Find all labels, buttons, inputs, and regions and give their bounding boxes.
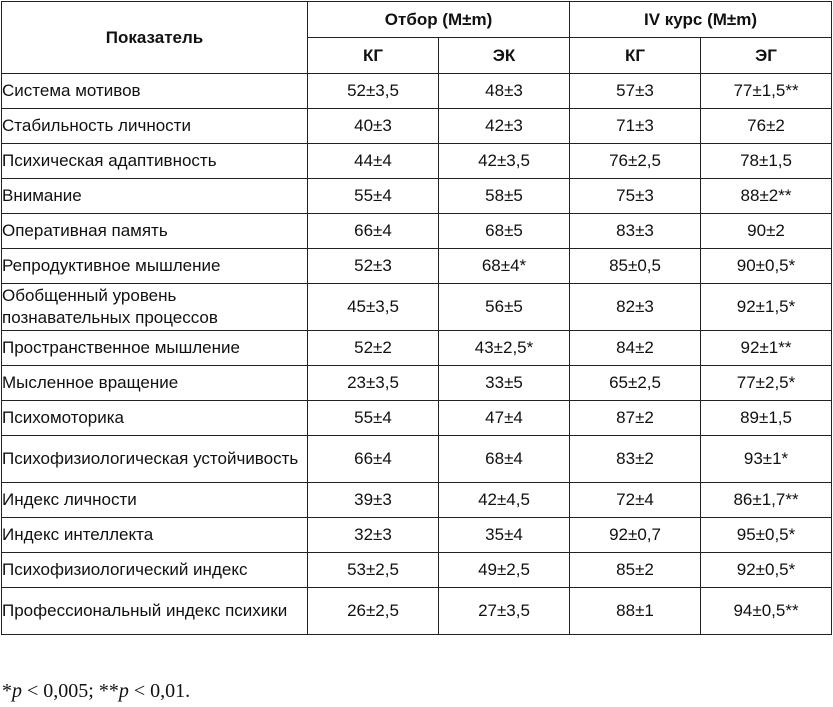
cell-ek: 42±3	[439, 109, 570, 144]
cell-kg-selection: 52±3	[308, 249, 439, 284]
cell-kg-course: 71±3	[570, 109, 701, 144]
cell-eg: 92±1,5*	[701, 284, 832, 331]
row-label: Профессиональный индекс психики	[2, 588, 308, 635]
footnote-p-symbol: p	[118, 680, 129, 702]
cell-eg: 89±1,5	[701, 401, 832, 436]
cell-ek: 42±4,5	[439, 483, 570, 518]
cell-kg-selection: 40±3	[308, 109, 439, 144]
cell-kg-course: 83±2	[570, 436, 701, 483]
row-label: Психофизиологическая устойчивость	[2, 436, 308, 483]
row-label: Система мотивов	[2, 74, 308, 109]
cell-ek: 47±4	[439, 401, 570, 436]
cell-kg-selection: 26±2,5	[308, 588, 439, 635]
table-row	[2, 74, 832, 109]
subheader-kg-selection: КГ	[308, 38, 439, 74]
subheader-eg: ЭГ	[701, 38, 832, 74]
cell-kg-selection: 32±3	[308, 518, 439, 553]
cell-kg-course: 83±3	[570, 214, 701, 249]
table-row	[2, 483, 832, 518]
cell-eg: 92±1**	[701, 331, 832, 366]
row-label: Психомоторика	[2, 401, 308, 436]
row-label: Пространственное мышление	[2, 331, 308, 366]
table-row	[2, 518, 832, 553]
table-row	[2, 179, 832, 214]
cell-kg-selection: 44±4	[308, 144, 439, 179]
cell-eg: 90±2	[701, 214, 832, 249]
table-row	[2, 588, 832, 635]
cell-kg-course: 85±0,5	[570, 249, 701, 284]
cell-ek: 68±4*	[439, 249, 570, 284]
cell-kg-course: 75±3	[570, 179, 701, 214]
cell-ek: 49±2,5	[439, 553, 570, 588]
cell-ek: 42±3,5	[439, 144, 570, 179]
cell-kg-course: 88±1	[570, 588, 701, 635]
selection-group-header: Отбор (M±m)	[308, 2, 570, 38]
cell-ek: 58±5	[439, 179, 570, 214]
cell-ek: 33±5	[439, 366, 570, 401]
cell-eg: 92±0,5*	[701, 553, 832, 588]
row-label: Психическая адаптивность	[2, 144, 308, 179]
table-row	[2, 553, 832, 588]
cell-eg: 86±1,7**	[701, 483, 832, 518]
cell-kg-selection: 66±4	[308, 214, 439, 249]
cell-kg-course: 76±2,5	[570, 144, 701, 179]
table-row	[2, 366, 832, 401]
cell-ek: 56±5	[439, 284, 570, 331]
significance-footnote	[2, 680, 190, 703]
row-label: Внимание	[2, 179, 308, 214]
cell-kg-selection: 55±4	[308, 401, 439, 436]
cell-kg-selection: 55±4	[308, 179, 439, 214]
cell-kg-selection: 23±3,5	[308, 366, 439, 401]
cell-kg-course: 57±3	[570, 74, 701, 109]
row-label: Индекс интеллекта	[2, 518, 308, 553]
row-label: Стабильность личности	[2, 109, 308, 144]
cell-eg: 95±0,5*	[701, 518, 832, 553]
footnote-star-double: **	[98, 680, 119, 702]
cell-kg-course: 65±2,5	[570, 366, 701, 401]
row-label: Оперативная память	[2, 214, 308, 249]
cell-kg-course: 87±2	[570, 401, 701, 436]
table-row	[2, 284, 832, 331]
table-row	[2, 331, 832, 366]
table-row	[2, 214, 832, 249]
cell-eg: 77±2,5*	[701, 366, 832, 401]
cell-kg-course: 92±0,7	[570, 518, 701, 553]
cell-ek: 68±5	[439, 214, 570, 249]
cell-kg-course: 82±3	[570, 284, 701, 331]
results-table	[1, 1, 832, 635]
table-row	[2, 249, 832, 284]
cell-ek: 48±3	[439, 74, 570, 109]
footnote-threshold-1: < 0,005;	[22, 680, 99, 702]
footnote-p-symbol: p	[12, 680, 22, 702]
row-label: Психофизиологический индекс	[2, 553, 308, 588]
course-group-header: IV курс (M±m)	[570, 2, 832, 38]
table-row	[2, 109, 832, 144]
indicator-header: Показатель	[2, 2, 308, 74]
row-label: Репродуктивное мышление	[2, 249, 308, 284]
cell-eg: 77±1,5**	[701, 74, 832, 109]
footnote-threshold-2: < 0,01.	[128, 680, 191, 702]
cell-eg: 90±0,5*	[701, 249, 832, 284]
header-row-groups	[2, 2, 832, 38]
cell-kg-course: 72±4	[570, 483, 701, 518]
row-label: Мысленное вращение	[2, 366, 308, 401]
cell-ek: 43±2,5*	[439, 331, 570, 366]
table-row	[2, 144, 832, 179]
cell-eg: 93±1*	[701, 436, 832, 483]
cell-kg-selection: 45±3,5	[308, 284, 439, 331]
cell-kg-selection: 66±4	[308, 436, 439, 483]
table-row	[2, 401, 832, 436]
subheader-kg-course: КГ	[570, 38, 701, 74]
cell-eg: 94±0,5**	[701, 588, 832, 635]
cell-eg: 78±1,5	[701, 144, 832, 179]
cell-eg: 76±2	[701, 109, 832, 144]
cell-kg-selection: 39±3	[308, 483, 439, 518]
cell-ek: 27±3,5	[439, 588, 570, 635]
subheader-ek: ЭК	[439, 38, 570, 74]
row-label: Индекс личности	[2, 483, 308, 518]
cell-ek: 68±4	[439, 436, 570, 483]
row-label: Обобщенный уровень познавательных процессов	[2, 284, 308, 331]
cell-eg: 88±2**	[701, 179, 832, 214]
cell-kg-course: 84±2	[570, 331, 701, 366]
cell-kg-selection: 53±2,5	[308, 553, 439, 588]
footnote-star-single: *	[2, 680, 12, 702]
cell-kg-selection: 52±2	[308, 331, 439, 366]
table-row	[2, 436, 832, 483]
cell-kg-selection: 52±3,5	[308, 74, 439, 109]
cell-kg-course: 85±2	[570, 553, 701, 588]
cell-ek: 35±4	[439, 518, 570, 553]
